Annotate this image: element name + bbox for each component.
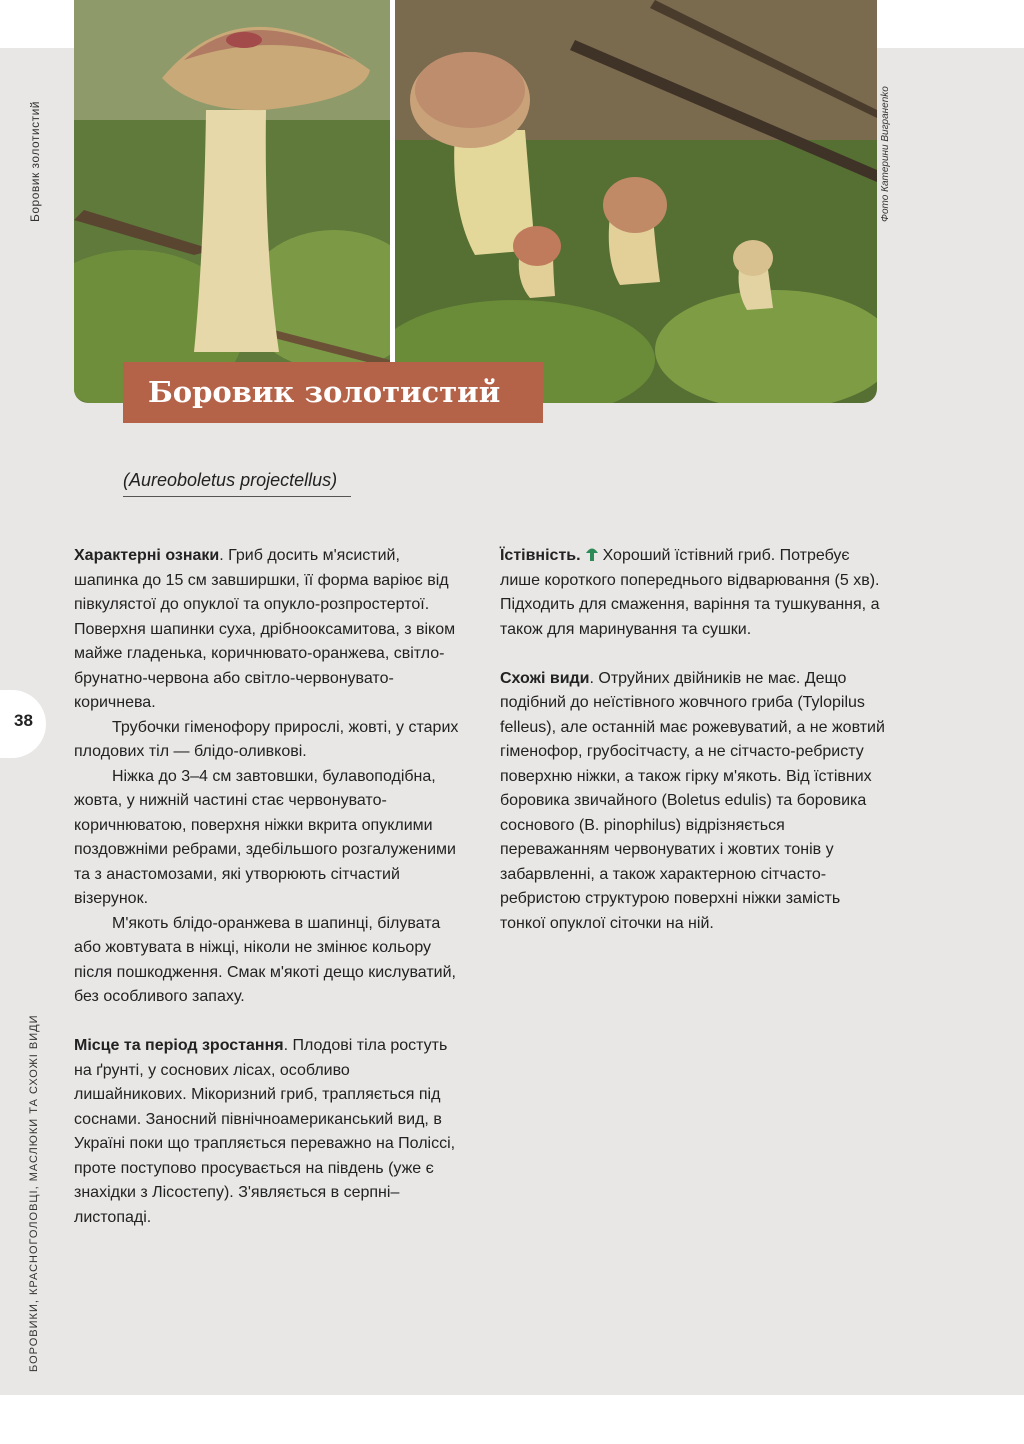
- habitat-text: . Плодові тіла ростуть на ґрунті, у соснових лісах, особливо лишайникових. Мікоризний гриб, трапляється під соснами. Заносний північноамериканський вид, в Україні поки що трапляється переважно на Поліссі, проте поступово просувається на південь (уже є знахідки з Лісостепу). З'являється в серпні–листопаді.: [74, 1037, 456, 1226]
- photo-panel: [74, 0, 877, 403]
- habitat-paragraph: [74, 1034, 464, 1230]
- edibility-heading: Їстівність: [500, 547, 577, 564]
- section-title: БОРОВИКИ, КРАСНОГОЛОВЦІ, МАСЛЮКИ ТА СХОЖІ ВИДИ: [28, 1014, 40, 1372]
- habitat-heading: Місце та період зростання: [74, 1037, 284, 1054]
- mushroom-edible-icon: [585, 546, 599, 562]
- features-heading: Характерні ознаки: [74, 547, 220, 564]
- right-column: [500, 544, 890, 936]
- page-number: 38: [14, 711, 33, 730]
- flesh-paragraph: М'якоть блідо-оранжева в шапинці, білувата або жовтувата в ніжці, ніколи не змінює кольору після пошкодження. Смак м'якоті дещо кислуватий, без особливого запаху.: [74, 914, 456, 1005]
- edibility-paragraph: Їстівність. Хороший їстівний гриб. Потребує лише короткого попереднього відварювання (5 хв). Підходить для смаження, варіння та тушкування, а також для маринування та сушки.: [500, 547, 880, 638]
- similar-paragraph: [500, 667, 890, 937]
- species-title: Боровик золотистий: [123, 362, 543, 423]
- stem-paragraph: Ніжка до 3–4 см завтовшки, булавоподібна, жовта, у нижній частині стає червонувато-коричнюватою, поверхня ніжки вкрита опуклими поздовжніми ребрами, здебільшого розгалуженими та з анастомозами, які утворюють сітчастий візерунок.: [74, 767, 456, 907]
- running-header: Боровик золотистий: [28, 101, 42, 222]
- left-column: [74, 544, 464, 1230]
- mushroom-photo-right: [395, 0, 877, 403]
- similar-text: . Отруйних двійників не має. Дещо подібний до неїстівного жовчного гриба (Tylopilus felleus), але останній має рожевуватий, а не жовтий гіменофор, грубосітчасту, а не сітчасто-ребристу поверхню ніжки, а також гірку м'якоть. Від їстівних боровика звичайного (Boletus edulis) та боровика соснового (B. pinophilus) відрізняється переважанням червонуватих і жовтих тонів у забарвленні, а також характерною сітчасто-ребристою структурою поверхні ніжки замість тонкої опуклої сіточки на ній.: [500, 669, 885, 932]
- photo-credit: Фото Катерини Вигранenko: [880, 86, 891, 222]
- mushroom-photo-left: [74, 0, 390, 403]
- similar-heading: Схожі види: [500, 669, 590, 687]
- tubes-paragraph: Трубочки гіменофору прирослі, жовті, у старих плодових тіл — блідо-оливкові.: [74, 718, 459, 760]
- features-text: . Гриб досить м'ясистий, шапинка до 15 см завширшки, її форма варіює від півкулястої до опуклої та опукло-розпростертої. Поверхня шапинки суха, дрібнооксамитова, з віком майже гладенька, коричнювато-оранжева, світло-брунатно-червона або світло-червонувато-коричнева.: [74, 547, 456, 711]
- latin-name: (Aureoboletus projectellus): [123, 470, 351, 497]
- edibility-text: Хороший їстівний гриб. Потребує лише короткого попереднього відварювання (5 хв). Підходить для смаження, варіння та тушкування, а також для маринування та сушки.: [500, 547, 880, 638]
- features-paragraph: [74, 544, 464, 716]
